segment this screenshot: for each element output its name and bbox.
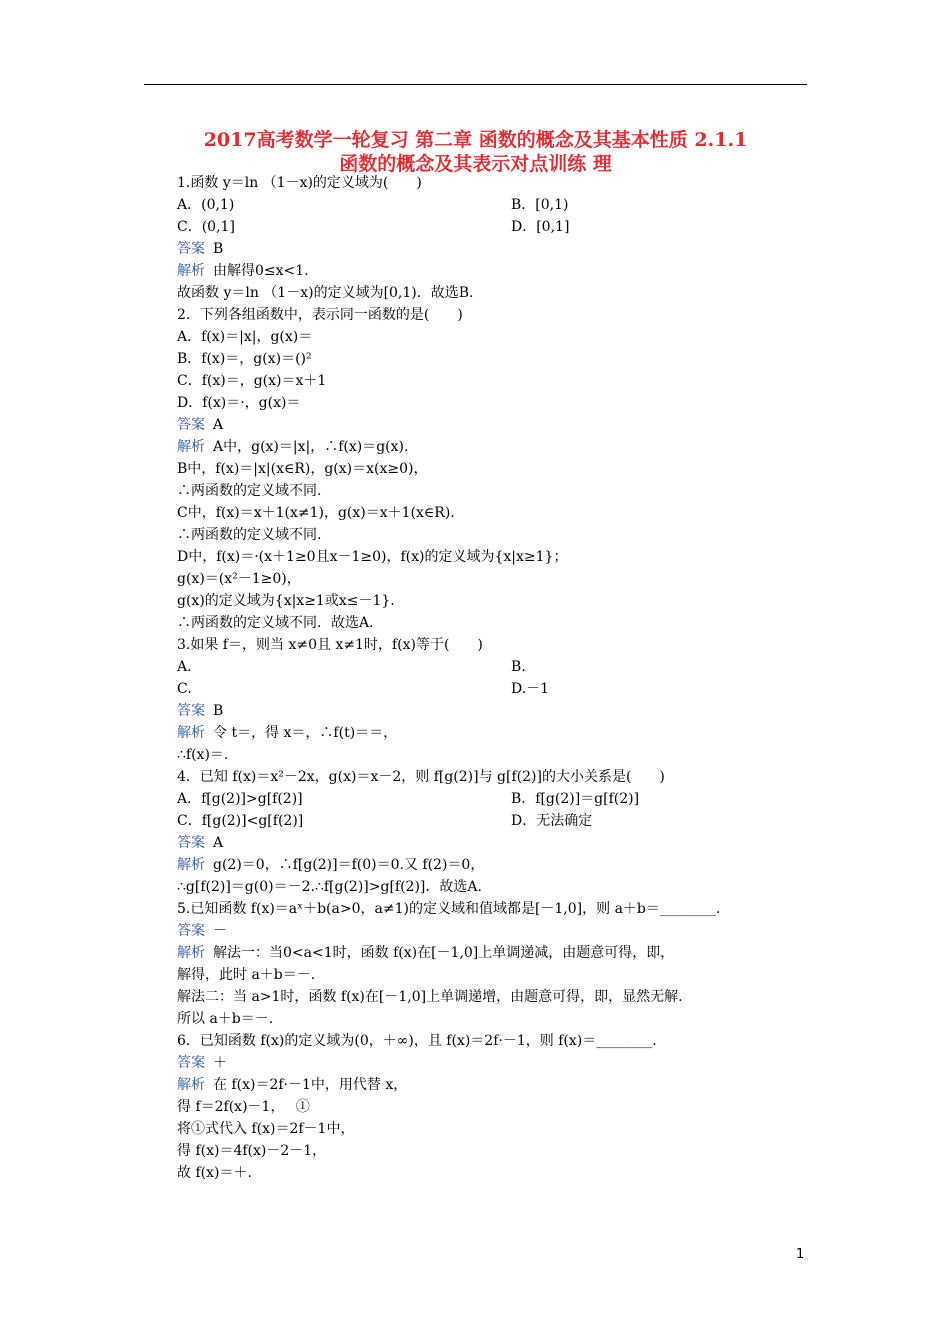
analysis-text: g(2)＝0，∴f[g(2)]＝f(0)＝0.又 f(2)＝0，	[213, 857, 485, 873]
q2-analysis-line: ∴两函数的定义域不同.	[177, 483, 322, 499]
answer-label: 答案	[177, 923, 205, 939]
document-body	[177, 172, 817, 1184]
q4-analysis-line	[177, 854, 817, 876]
q4-answer	[177, 832, 817, 854]
q3-option-c: C.	[177, 681, 192, 697]
answer-label: 答案	[177, 703, 205, 719]
q3-option-a: A.	[177, 659, 192, 675]
analysis-label: 解析	[177, 1077, 205, 1093]
question-4-stem: 4．已知 f(x)＝x²－2x，g(x)＝x－2，则 f[g(2)]与 g[f(2)]的大小关系是( )	[177, 769, 665, 785]
q1-option-b: B．[0,1)	[511, 197, 569, 213]
question-1-options-row-1	[177, 194, 817, 216]
q4-analysis-line: ∴g[f(2)]＝g(0)＝－2.∴f[g(2)]>g[f(2)]．故选A.	[177, 879, 482, 895]
q1-option-a: A．(0,1)	[177, 197, 235, 213]
q1-analysis-line: 故函数 y＝ln （1－x)的定义域为[0,1)．故选B.	[177, 285, 474, 301]
q5-analysis-line: 解法二：当 a>1时，函数 f(x)在[－1,0]上单调递增，由题意可得，即，显然无解.	[177, 989, 683, 1005]
q1-answer-value: B	[213, 241, 224, 257]
answer-label: 答案	[177, 1055, 205, 1071]
q2-option-c: C．f(x)＝，g(x)＝x＋1	[177, 373, 327, 389]
analysis-text: 解法一：当0<a<1时，函数 f(x)在[－1,0]上单调递减，由题意可得，即，	[213, 945, 675, 961]
q4-answer-value: A	[213, 835, 224, 851]
q6-answer-value: ＋	[213, 1055, 227, 1071]
q3-option-b: B.	[511, 659, 526, 675]
q5-analysis-line: 解得，此时 a＋b＝－.	[177, 967, 316, 983]
question-1-options-row-2	[177, 216, 817, 238]
q2-option-d: D．f(x)＝·，g(x)＝	[177, 395, 301, 411]
q6-analysis-line	[177, 1074, 817, 1096]
analysis-label: 解析	[177, 263, 205, 279]
q3-answer	[177, 700, 817, 722]
document-title-line-1: 2017高考数学一轮复习 第二章 函数的概念及其基本性质 2.1.1	[203, 129, 748, 151]
q4-option-d: D．无法确定	[511, 813, 593, 829]
q3-analysis-line	[177, 722, 817, 744]
answer-label: 答案	[177, 835, 205, 851]
q5-answer	[177, 920, 817, 942]
q1-analysis-line	[177, 260, 817, 282]
q2-answer-value: A	[213, 417, 224, 433]
q6-analysis-line: 得 f(x)＝4f(x)－2－1，	[177, 1143, 327, 1159]
q2-option-b: B．f(x)＝，g(x)＝()²	[177, 351, 312, 367]
q6-answer	[177, 1052, 817, 1074]
question-6-stem: 6．已知函数 f(x)的定义域为(0，＋∞)，且 f(x)＝2f·－1，则 f(x)＝________.	[177, 1033, 657, 1049]
answer-label: 答案	[177, 241, 205, 257]
q2-analysis-line: g(x)＝(x²－1≥0)，	[177, 571, 301, 587]
q3-answer-value: B	[213, 703, 224, 719]
question-2-stem: 2．下列各组函数中，表示同一函数的是( )	[177, 307, 463, 323]
q2-analysis-line: ∴两函数的定义域不同．故选A.	[177, 615, 374, 631]
q2-answer	[177, 414, 817, 436]
analysis-label: 解析	[177, 857, 205, 873]
question-5-stem: 5.已知函数 f(x)＝aˣ＋b(a>0，a≠1)的定义域和值域都是[－1,0]，则 a＋b＝________.	[177, 901, 721, 917]
document-title-line-2: 函数的概念及其表示对点训练 理	[339, 153, 612, 175]
analysis-text: 令 t＝，得 x＝，∴f(t)＝＝，	[213, 725, 398, 741]
q5-answer-value: －	[213, 923, 227, 939]
q5-analysis-line	[177, 942, 817, 964]
question-4-options-row-2	[177, 810, 817, 832]
q6-analysis-line: 将①式代入 f(x)＝2f－1中，	[177, 1121, 355, 1137]
q1-option-c: C．(0,1]	[177, 219, 235, 235]
analysis-label: 解析	[177, 945, 205, 961]
page-number: 1	[796, 1247, 805, 1262]
q3-option-d: D.－1	[511, 681, 550, 697]
question-3-options-row-2	[177, 678, 817, 700]
q1-answer	[177, 238, 817, 260]
q5-analysis-line: 所以 a＋b＝－.	[177, 1011, 274, 1027]
q2-analysis-line: C中，f(x)＝x＋1(x≠1)，g(x)＝x＋1(x∈R).	[177, 505, 455, 521]
q1-option-d: D．[0,1]	[511, 219, 570, 235]
question-4-options-row-1	[177, 788, 817, 810]
q4-option-a: A．f[g(2)]>g[f(2)]	[177, 791, 303, 807]
question-3-stem: 3.如果 f＝，则当 x≠0且 x≠1时，f(x)等于( )	[177, 637, 483, 653]
q4-option-c: C．f[g(2)]<g[f(2)]	[177, 813, 304, 829]
q2-option-a: A．f(x)＝|x|，g(x)＝	[177, 329, 313, 345]
header-rule	[144, 84, 807, 85]
analysis-text: 在 f(x)＝2f·－1中，用代替 x，	[213, 1077, 408, 1093]
analysis-label: 解析	[177, 439, 205, 455]
question-3-options-row-1	[177, 656, 817, 678]
q3-analysis-line: ∴f(x)＝.	[177, 747, 229, 763]
q6-analysis-line: 得 f＝2f(x)－1， ①	[177, 1099, 310, 1115]
q6-analysis-line: 故 f(x)＝＋.	[177, 1165, 252, 1181]
analysis-text: 由解得0≤x<1.	[213, 263, 309, 279]
q2-analysis-line: g(x)的定义域为{x|x≥1或x≤－1}.	[177, 593, 395, 609]
answer-label: 答案	[177, 417, 205, 433]
analysis-text: A中，g(x)＝|x|，∴f(x)＝g(x).	[213, 439, 409, 455]
q2-analysis-line: B中，f(x)＝|x|(x∈R)，g(x)＝x(x≥0)，	[177, 461, 428, 477]
q2-analysis-line	[177, 436, 817, 458]
analysis-label: 解析	[177, 725, 205, 741]
q2-analysis-line: D中，f(x)＝·(x＋1≥0且x－1≥0)，f(x)的定义域为{x|x≥1}；	[177, 549, 568, 565]
q4-option-b: B．f[g(2)]＝g[f(2)]	[511, 791, 640, 807]
q2-analysis-line: ∴两函数的定义域不同.	[177, 527, 322, 543]
question-1-stem: 1.函数 y＝ln （1－x)的定义域为( )	[177, 175, 422, 191]
